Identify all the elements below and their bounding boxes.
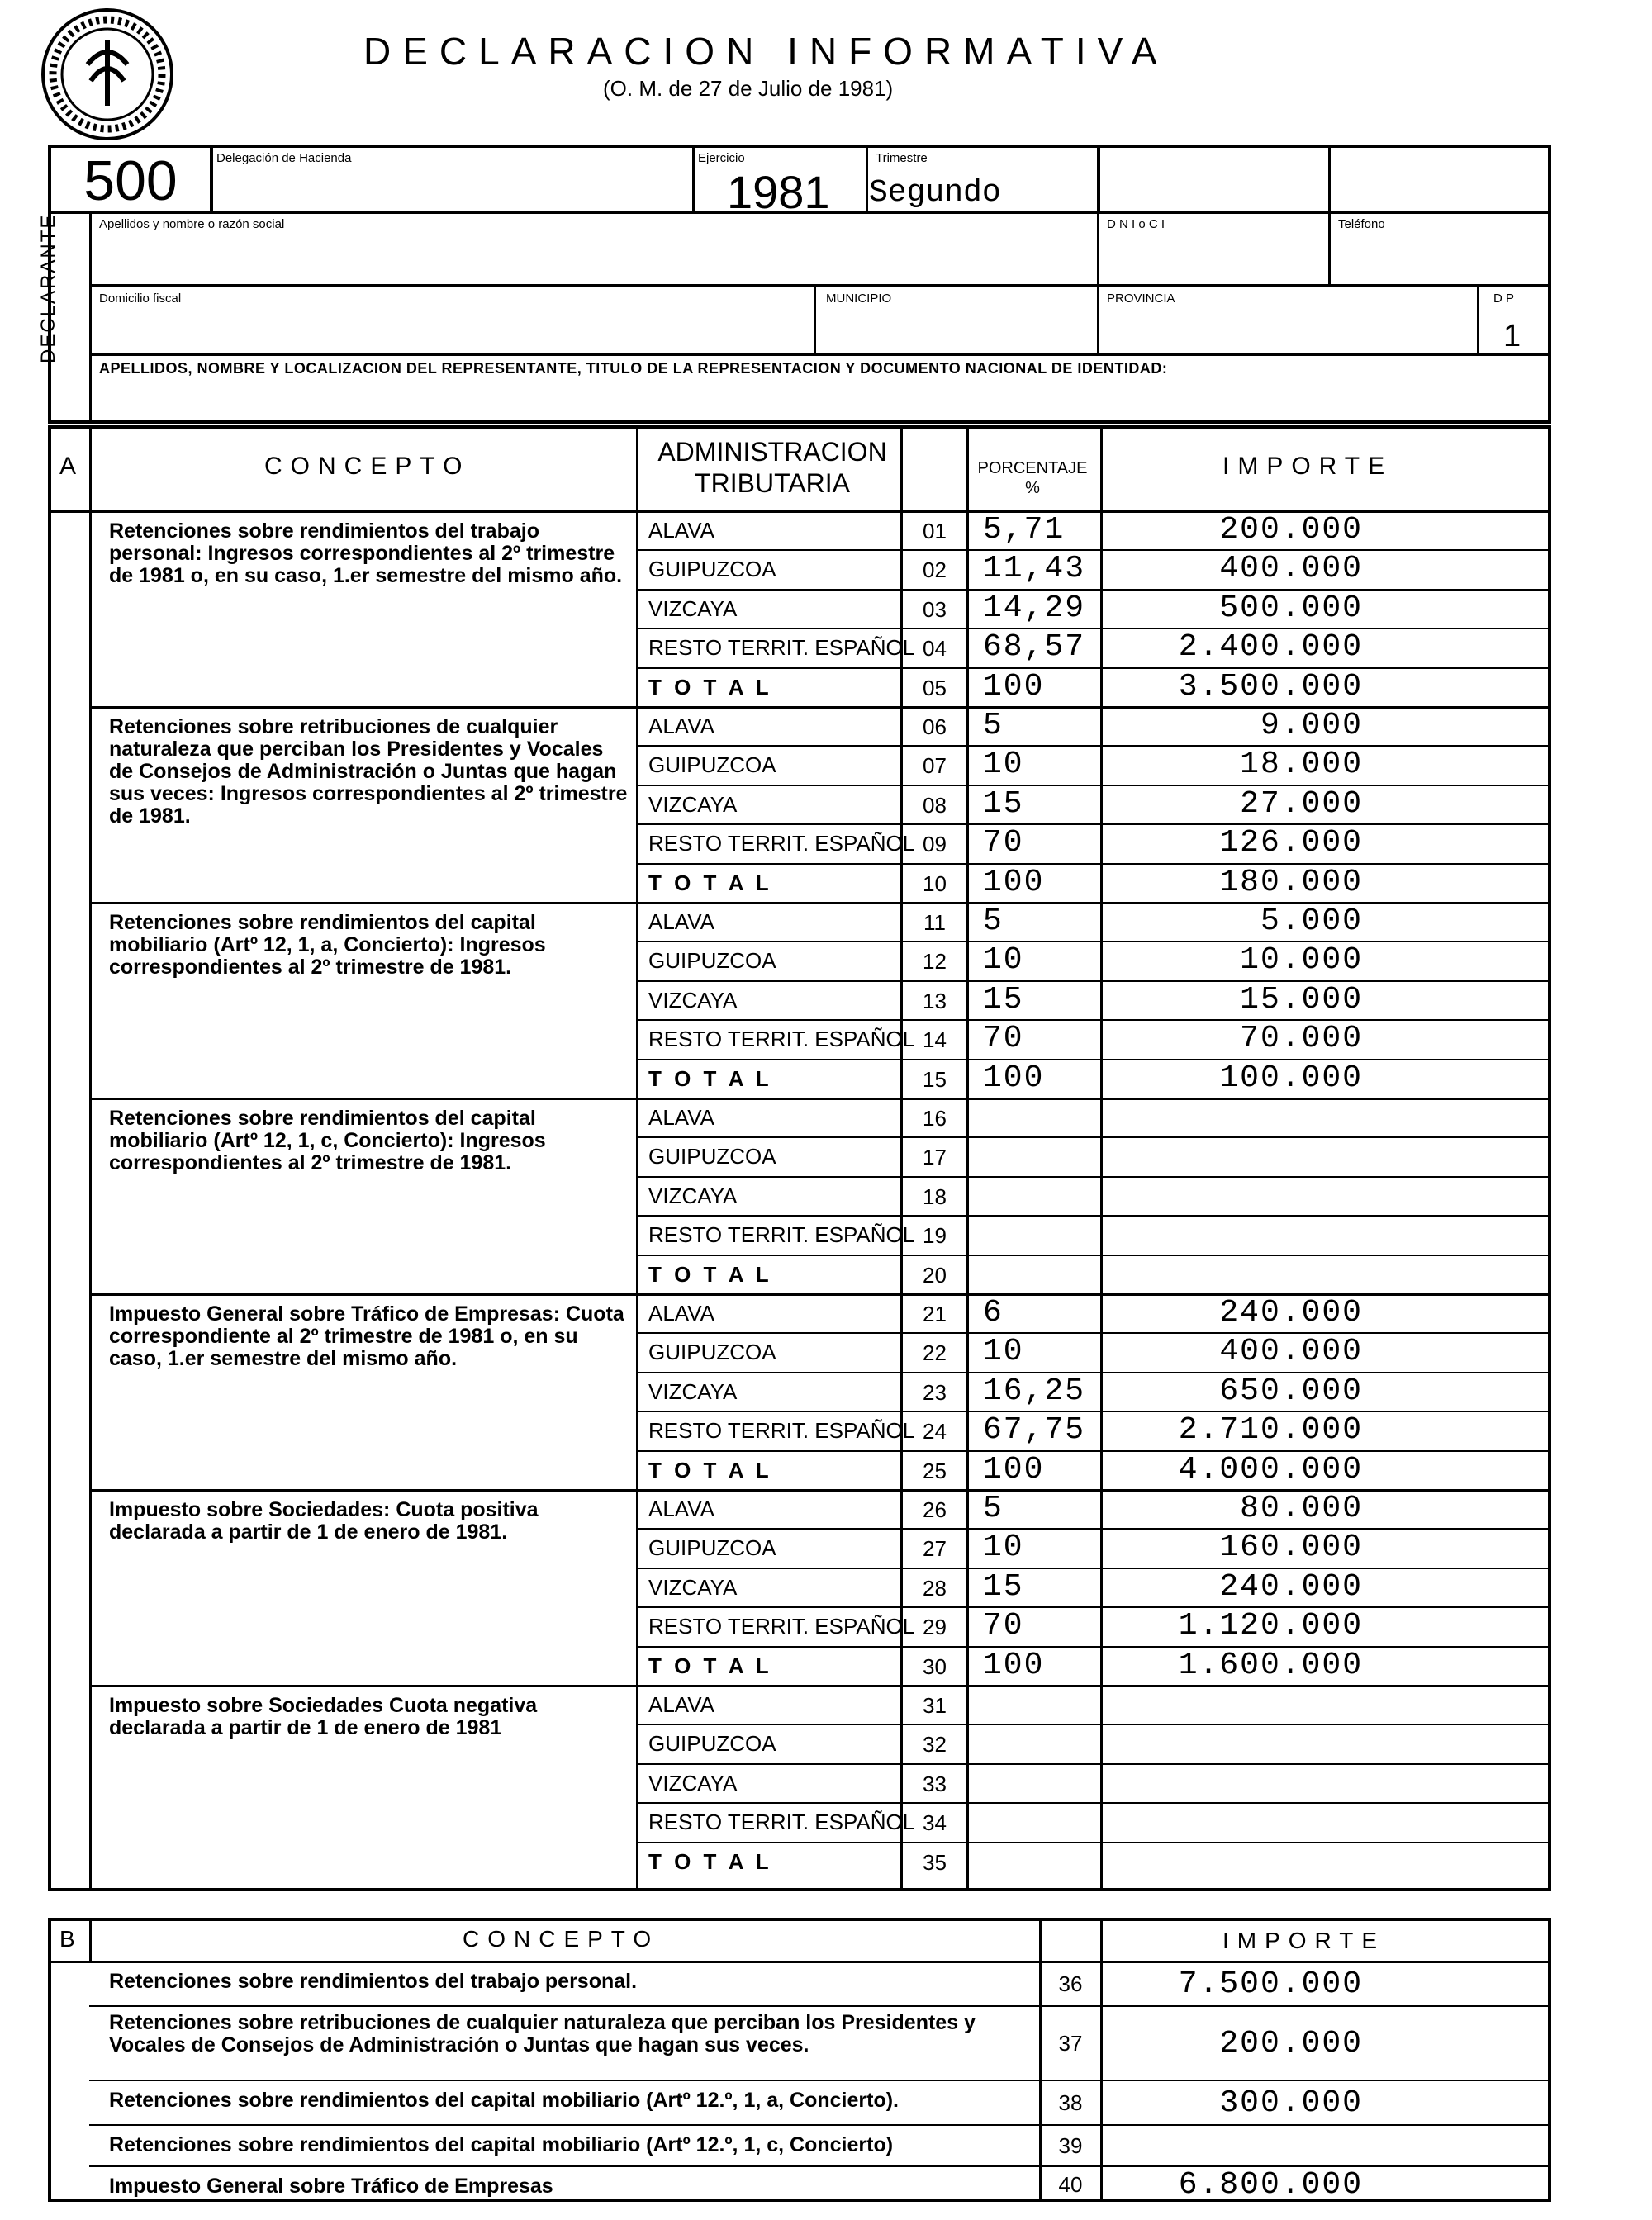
section-a-col-admin: ADMINISTRACION TRIBUTARIA [657,437,887,498]
row-code: 27 [923,1536,947,1562]
row-code: 35 [923,1849,947,1875]
admin-label: RESTO TERRIT. ESPAÑOL [648,1418,915,1444]
admin-label: ALAVA [648,1105,714,1130]
percentage-value[interactable]: 100 [983,1451,1045,1487]
total-label: T O T A L [648,1848,772,1874]
importe-value[interactable]: 9.000 [1260,708,1363,743]
concept-text: Retenciones sobre rendimientos del capital mobiliario (Artº 12, 1, a, Concierto): Ingresos correspondientes al 2º trimestre de 1981. [109,911,546,979]
importe-value[interactable]: 200.000 [1219,512,1363,548]
admin-label: RESTO TERRIT. ESPAÑOL [648,1027,915,1052]
importe-value[interactable]: 180.000 [1219,864,1363,900]
admin-label: VIZCAYA [648,1574,738,1600]
admin-label: GUIPUZCOA [648,948,776,974]
row-code: 17 [923,1145,947,1170]
row-code: 34 [923,1810,947,1836]
row-code: 05 [923,675,947,700]
concept-text: Retenciones sobre retribuciones de cualquier naturaleza que perciban los Presidentes y Vocales de Consejos de Administración o Juntas que hagan sus veces: Ingresos correspondientes al 2º trimestre de 1981. [109,715,628,828]
ejercicio-label: Ejercicio [698,151,745,165]
total-label: T O T A L [648,870,772,895]
seal-icon [40,7,176,143]
row-code: 11 [923,910,946,935]
admin-label: RESTO TERRIT. ESPAÑOL [648,1222,915,1248]
ejercicio-value[interactable]: 1981 [727,166,830,218]
importe-value[interactable]: 1.120.000 [1178,1608,1363,1644]
total-label: T O T A L [648,674,772,700]
concept-text: Impuesto General sobre Tráfico de Empresas: Cuota correspondiente al 2º trimestre de 1981 o, en su caso, 1.er semestre del mismo año. [109,1302,624,1370]
importe-value[interactable]: 27.000 [1240,785,1363,822]
percentage-value[interactable]: 70 [983,1021,1024,1057]
importe-value[interactable]: 70.000 [1240,1021,1363,1057]
admin-label: VIZCAYA [648,1183,738,1208]
concept-text: Impuesto sobre Sociedades Cuota negativa declarada a partir de 1 de enero de 1981 [109,1694,538,1739]
model-number-box [48,145,213,214]
percentage-value[interactable]: 5,71 [983,512,1066,548]
admin-label: GUIPUZCOA [648,557,776,582]
importe-value[interactable]: 100.000 [1219,1060,1363,1096]
importe-value[interactable]: 4.000.000 [1178,1451,1363,1487]
row-code: 07 [923,753,947,779]
total-label: T O T A L [648,1065,772,1091]
row-code: 33 [923,1771,947,1796]
concept-text: Impuesto sobre Sociedades: Cuota positiva declarada a partir de 1 de enero de 1981. [109,1498,539,1544]
importe-value[interactable]: 10.000 [1240,942,1363,979]
provincia-label: PROVINCIA [1107,292,1175,306]
percentage-value[interactable]: 100 [983,1647,1045,1683]
row-code: 06 [923,714,947,739]
section-b-concept: Impuesto General sobre Tráfico de Empresas [109,2175,553,2198]
section-b-letter: B [59,1926,75,1952]
row-code: 16 [923,1106,947,1131]
admin-label: GUIPUZCOA [648,1340,776,1365]
admin-label: GUIPUZCOA [648,1144,776,1169]
admin-label: VIZCAYA [648,1378,738,1404]
percentage-value[interactable]: 15 [983,981,1024,1017]
section-b-concept: Retenciones sobre rendimientos del capital mobiliario (Artº 12.º, 1, c, Concierto) [109,2133,894,2156]
admin-label: GUIPUZCOA [648,1731,776,1757]
row-code: 31 [923,1693,947,1718]
row-code: 14 [923,1027,947,1053]
percentage-value[interactable]: 14,29 [983,590,1086,626]
row-code: 29 [923,1615,947,1640]
importe-value[interactable]: 300.000 [1219,2085,1363,2121]
page-subtitle: (O. M. de 27 de Julio de 1981) [603,76,894,101]
admin-label: RESTO TERRIT. ESPAÑOL [648,1614,915,1639]
admin-label: GUIPUZCOA [648,1535,776,1561]
admin-label: ALAVA [648,909,714,934]
row-code: 26 [923,1497,947,1522]
percentage-value[interactable]: 5 [983,708,1004,743]
percentage-value[interactable]: 70 [983,825,1024,861]
importe-value[interactable]: 18.000 [1240,747,1363,783]
row-code: 38 [1058,2090,1083,2115]
importe-value[interactable]: 15.000 [1240,981,1363,1017]
percentage-value[interactable]: 100 [983,1060,1045,1096]
section-b-col-concepto: CONCEPTO [463,1926,660,1952]
hacienda-seal [40,7,176,143]
row-code: 01 [923,519,947,543]
total-label: T O T A L [648,1653,772,1678]
percentage-value[interactable]: 100 [983,864,1045,900]
percentage-value[interactable]: 68,57 [983,629,1086,666]
importe-value[interactable]: 5.000 [1260,904,1363,939]
row-code: 13 [923,988,947,1013]
page-title: DECLARACION INFORMATIVA [363,30,1169,73]
row-code: 08 [923,792,947,818]
percentage-value[interactable]: 11,43 [983,551,1086,587]
row-code: 18 [923,1184,947,1209]
row-code: 21 [923,1302,947,1326]
importe-value[interactable]: 80.000 [1240,1491,1363,1526]
telefono-label: Teléfono [1338,217,1385,231]
section-b-concept: Retenciones sobre rendimientos del capital mobiliario (Artº 12.º, 1, a, Concierto). [109,2089,899,2112]
dp-value[interactable]: 1 [1503,319,1521,353]
row-code: 19 [923,1223,947,1249]
admin-label: ALAVA [648,1301,714,1326]
row-code: 24 [923,1419,947,1444]
percentage-value[interactable]: 10 [983,1530,1024,1566]
row-code: 40 [1058,2172,1083,2197]
section-a-col-importe: IMPORTE [1222,453,1393,480]
importe-value[interactable]: 160.000 [1219,1530,1363,1566]
admin-label: ALAVA [648,1692,714,1717]
row-code: 12 [923,949,947,975]
percentage-value[interactable]: 5 [983,1491,1004,1526]
importe-value[interactable]: 650.000 [1219,1373,1363,1409]
row-code: 30 [923,1653,947,1679]
section-b-concept: Retenciones sobre rendimientos del trabajo personal. [109,1970,638,1993]
row-code: 10 [923,870,947,896]
row-code: 02 [923,557,947,583]
percentage-value[interactable]: 16,25 [983,1373,1086,1409]
dp-label: D P [1493,292,1515,306]
admin-label: RESTO TERRIT. ESPAÑOL [648,1810,915,1835]
percentage-value[interactable]: 70 [983,1608,1024,1644]
admin-label: RESTO TERRIT. ESPAÑOL [648,635,915,661]
importe-value[interactable]: 240.000 [1219,1568,1363,1605]
percentage-value[interactable]: 10 [983,747,1024,783]
percentage-value[interactable]: 5 [983,904,1004,939]
admin-label: GUIPUZCOA [648,752,776,778]
delegacion-label: Delegación de Hacienda [216,151,352,165]
declarante-side-label: DECLARANTE [37,213,59,363]
row-code: 22 [923,1340,947,1366]
percentage-value[interactable]: 67,75 [983,1412,1086,1449]
section-a-col-concepto: CONCEPTO [264,453,471,480]
trimestre-label: Trimestre [876,151,928,165]
percentage-value[interactable]: 10 [983,942,1024,979]
row-code: 20 [923,1262,947,1288]
row-code: 32 [923,1732,947,1758]
importe-value[interactable]: 1.600.000 [1178,1647,1363,1683]
admin-label: VIZCAYA [648,987,738,1013]
row-code: 39 [1058,2133,1083,2158]
percentage-value[interactable]: 10 [983,1334,1024,1370]
apellidos-label: Apellidos y nombre o razón social [99,217,285,231]
importe-value[interactable]: 400.000 [1219,551,1363,587]
model-number: 500 [83,149,178,212]
importe-value[interactable]: 7.500.000 [1178,1966,1363,2002]
importe-value[interactable]: 240.000 [1219,1295,1363,1331]
percentage-value[interactable]: 6 [983,1295,1004,1331]
admin-label: ALAVA [648,714,714,738]
importe-value[interactable]: 2.400.000 [1178,629,1363,666]
admin-label: VIZCAYA [648,791,738,817]
concept-text: Retenciones sobre rendimientos del trabajo personal: Ingresos correspondientes al 2º trimestre de 1981 o, en su caso, 1.er semestre del mismo año. [109,519,623,587]
percentage-value[interactable]: 15 [983,1568,1024,1605]
section-b-concept: Retenciones sobre retribuciones de cualquier naturaleza que perciban los Presidentes y Vocales de Consejos de Administración o Juntas que hagan sus veces. [109,2011,976,2056]
percentage-value[interactable]: 15 [983,785,1024,822]
row-code: 23 [923,1379,947,1405]
row-code: 09 [923,832,947,857]
importe-value[interactable]: 200.000 [1219,2026,1363,2061]
dni-label: D N I o C I [1107,217,1165,231]
importe-value[interactable]: 3.500.000 [1178,668,1363,704]
section-a-col-pct: PORCENTAJE % [977,459,1088,497]
total-label: T O T A L [648,1457,772,1482]
total-label: T O T A L [648,1261,772,1287]
row-code: 15 [923,1066,947,1092]
row-code: 03 [923,596,947,622]
section-a-letter: A [59,453,77,480]
admin-label: ALAVA [648,1497,714,1521]
section-b-col-importe: IMPORTE [1222,1928,1386,1953]
trimestre-value[interactable]: Segundo [869,175,1001,211]
admin-label: RESTO TERRIT. ESPAÑOL [648,831,915,856]
admin-label: ALAVA [648,518,714,543]
domicilio-label: Domicilio fiscal [99,292,182,306]
row-code: 04 [923,636,947,662]
admin-label: VIZCAYA [648,1770,738,1795]
municipio-label: MUNICIPIO [826,292,892,306]
importe-value[interactable]: 500.000 [1219,590,1363,626]
representante-label: APELLIDOS, NOMBRE Y LOCALIZACION DEL REPRESENTANTE, TITULO DE LA REPRESENTACION Y DOCUMENTO NACIONAL DE IDENTIDAD: [99,360,1168,377]
admin-label: VIZCAYA [648,595,738,621]
top-right-box [1097,145,1551,214]
importe-value[interactable]: 2.710.000 [1178,1412,1363,1449]
row-code: 28 [923,1575,947,1601]
importe-value[interactable]: 126.000 [1219,825,1363,861]
percentage-value[interactable]: 100 [983,668,1045,704]
row-code: 37 [1058,2031,1083,2056]
importe-value[interactable]: 400.000 [1219,1334,1363,1370]
concept-text: Retenciones sobre rendimientos del capital mobiliario (Artº 12, 1, c, Concierto): Ingresos correspondientes al 2º trimestre de 1981. [109,1107,546,1174]
importe-value[interactable]: 6.800.000 [1178,2167,1363,2203]
row-code: 25 [923,1458,947,1483]
row-code: 36 [1058,1971,1083,1996]
